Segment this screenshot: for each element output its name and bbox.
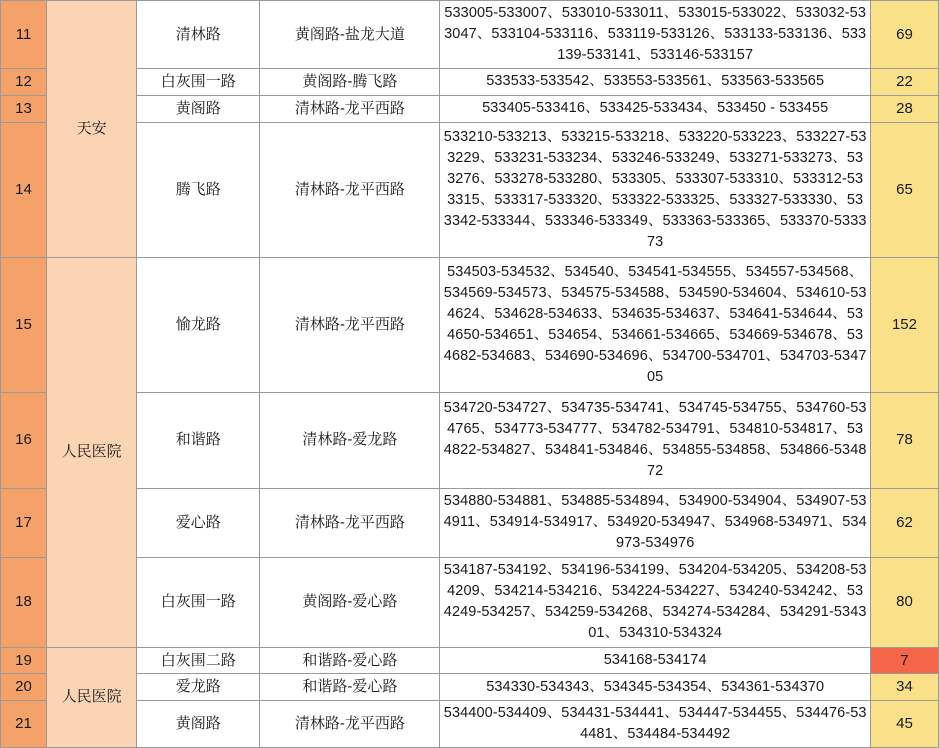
row-index: 17 — [1, 488, 47, 557]
row-index: 18 — [1, 557, 47, 647]
table-row — [1, 69, 939, 96]
row-area: 人民医院 — [47, 647, 137, 748]
row-road: 白灰围一路 — [137, 69, 260, 96]
row-road: 白灰围二路 — [137, 647, 260, 674]
row-road: 腾飞路 — [137, 122, 260, 257]
row-range: 和谐路-爱心路 — [260, 647, 440, 674]
row-range: 清林路-龙平西路 — [260, 488, 440, 557]
row-index: 13 — [1, 95, 47, 122]
row-road: 和谐路 — [137, 392, 260, 488]
table-row — [1, 647, 939, 674]
row-road: 白灰围一路 — [137, 557, 260, 647]
table-row — [1, 674, 939, 701]
row-count: 152 — [870, 257, 938, 392]
row-count: 65 — [870, 122, 938, 257]
row-range: 清林路-龙平西路 — [260, 95, 440, 122]
row-range: 清林路-龙平西路 — [260, 257, 440, 392]
table-row — [1, 488, 939, 557]
row-count: 22 — [870, 69, 938, 96]
row-numbers: 533210-533213、533215-533218、533220-533223、533227-533229、533231-533234、533246-533249、533271-533273、533276、533278-533280、533305、533307-533310、533312-533315、533317-533320、533322-533325、533327-533330、533342-533344、533346-533349、533363-533365、533370-533373 — [440, 122, 870, 257]
row-index: 19 — [1, 647, 47, 674]
row-numbers: 534720-534727、534735-534741、534745-534755、534760-534765、534773-534777、534782-534791、534810-534817、534822-534827、534841-534846、534855-534858、534866-534872 — [440, 392, 870, 488]
row-numbers: 534880-534881、534885-534894、534900-534904、534907-534911、534914-534917、534920-534947、534968-534971、534973-534976 — [440, 488, 870, 557]
row-numbers: 534168-534174 — [440, 647, 870, 674]
row-numbers: 534330-534343、534345-534354、534361-534370 — [440, 674, 870, 701]
row-index: 12 — [1, 69, 47, 96]
row-numbers: 533005-533007、533010-533011、533015-533022、533032-533047、533104-533116、533119-533126、533133-533136、533139-533141、533146-533157 — [440, 1, 870, 69]
row-road: 黄阁路 — [137, 95, 260, 122]
row-count: 80 — [870, 557, 938, 647]
table-row — [1, 1, 939, 69]
row-numbers: 534400-534409、534431-534441、534447-534455、534476-534481、534484-534492 — [440, 701, 870, 748]
row-numbers: 533405-533416、533425-533434、533450 - 533455 — [440, 95, 870, 122]
row-count: 62 — [870, 488, 938, 557]
table-row — [1, 557, 939, 647]
row-road: 清林路 — [137, 1, 260, 69]
row-count: 45 — [870, 701, 938, 748]
row-road: 爱龙路 — [137, 674, 260, 701]
table-body — [1, 1, 939, 748]
row-count: 78 — [870, 392, 938, 488]
row-numbers: 534187-534192、534196-534199、534204-534205、534208-534209、534214-534216、534224-534227、534240-534242、534249-534257、534259-534268、534274-534284、534291-534301、534310-534324 — [440, 557, 870, 647]
row-range: 清林路-龙平西路 — [260, 122, 440, 257]
table-row — [1, 257, 939, 392]
row-index: 16 — [1, 392, 47, 488]
row-road: 爱心路 — [137, 488, 260, 557]
row-count: 69 — [870, 1, 938, 69]
row-road: 黄阁路 — [137, 701, 260, 748]
row-index: 14 — [1, 122, 47, 257]
row-numbers: 534503-534532、534540、534541-534555、534557-534568、534569-534573、534575-534588、534590-534604、534610-534624、534628-534633、534635-534637、534641-534644、534650-534651、534654、534661-534665、534669-534678、534682-534683、534690-534696、534700-534701、534703-534705 — [440, 257, 870, 392]
row-area: 天安 — [47, 1, 137, 258]
row-range: 黄阁路-爱心路 — [260, 557, 440, 647]
row-numbers: 533533-533542、533553-533561、533563-533565 — [440, 69, 870, 96]
row-count: 28 — [870, 95, 938, 122]
row-range: 和谐路-爱心路 — [260, 674, 440, 701]
row-road: 愉龙路 — [137, 257, 260, 392]
row-range: 清林路-龙平西路 — [260, 701, 440, 748]
row-count: 7 — [870, 647, 938, 674]
table-row — [1, 392, 939, 488]
row-range: 黄阁路-腾飞路 — [260, 69, 440, 96]
row-index: 11 — [1, 1, 47, 69]
table-row — [1, 95, 939, 122]
row-index: 15 — [1, 257, 47, 392]
row-area: 人民医院 — [47, 257, 137, 647]
table-row — [1, 701, 939, 748]
row-count: 34 — [870, 674, 938, 701]
row-range: 黄阁路-盐龙大道 — [260, 1, 440, 69]
table-row — [1, 122, 939, 257]
row-range: 清林路-爱龙路 — [260, 392, 440, 488]
row-index: 21 — [1, 701, 47, 748]
row-index: 20 — [1, 674, 47, 701]
